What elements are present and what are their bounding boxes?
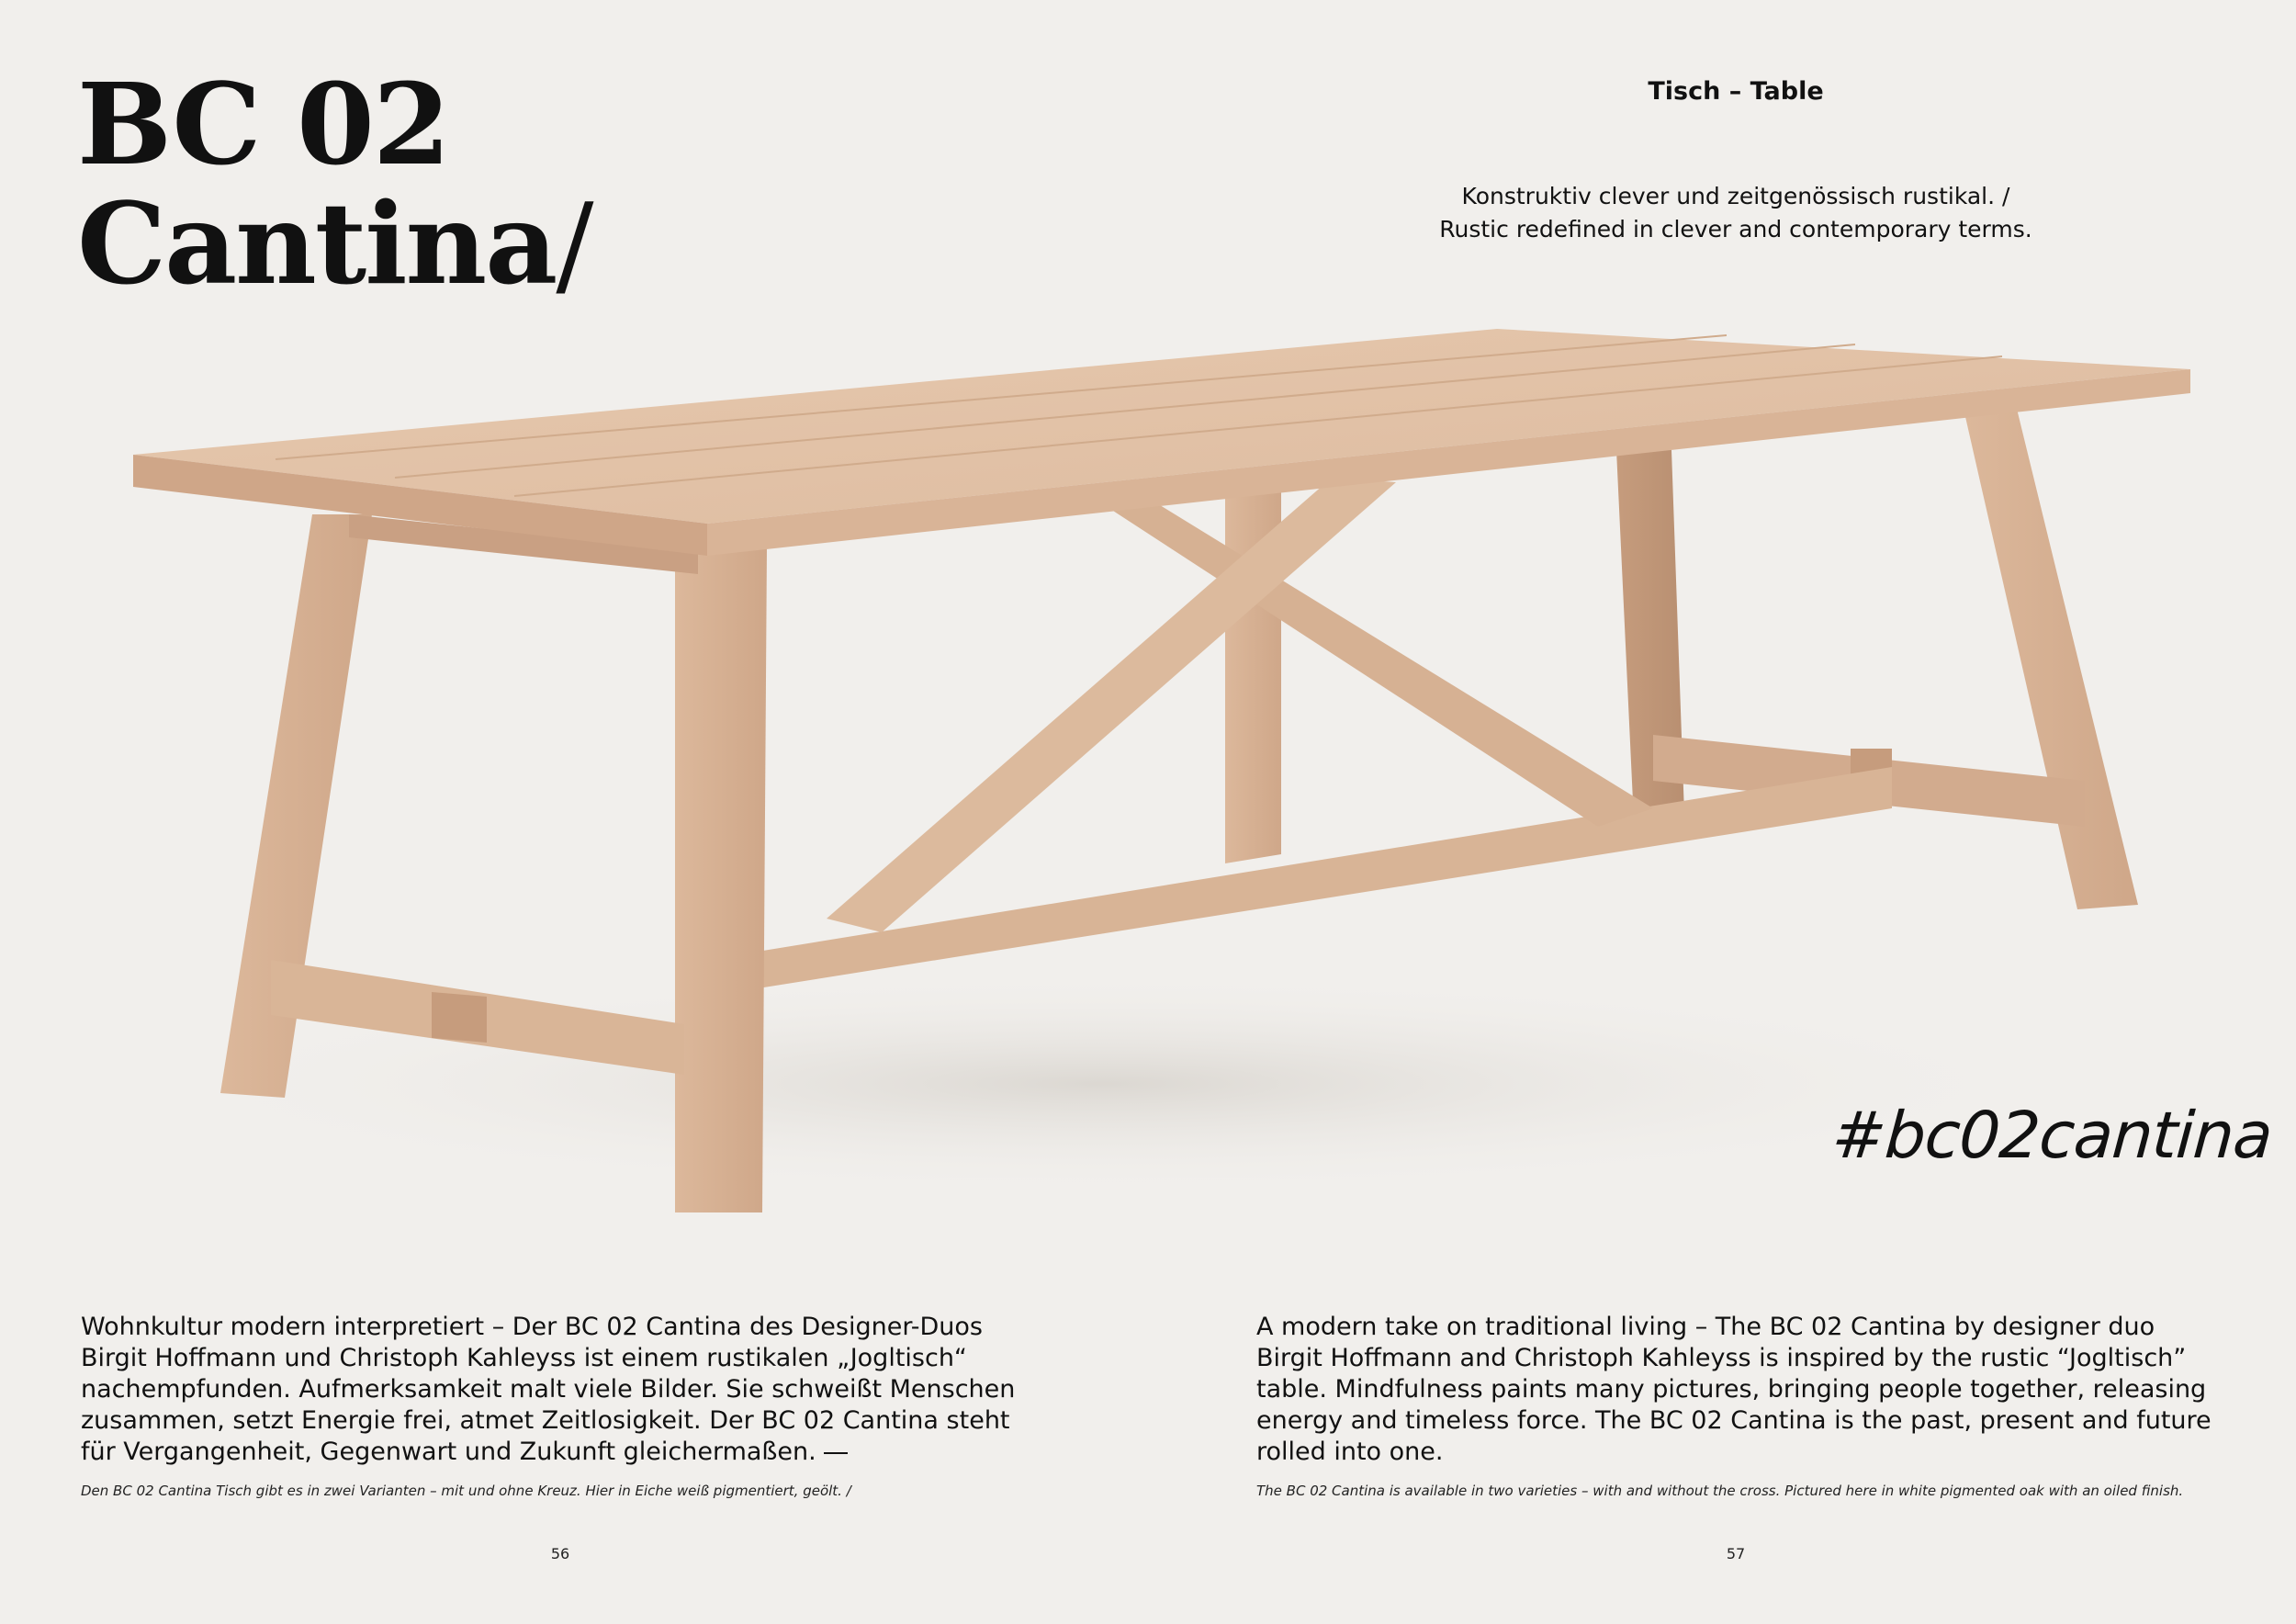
left-foot-block bbox=[432, 992, 487, 1043]
page-number-right: 57 bbox=[1726, 1545, 1746, 1562]
body-text-de bbox=[81, 1312, 1036, 1468]
body-text-en: A modern take on traditional living – The BC 02 Cantina by designer duo Birgit Hoffmann and Christoph Kahleyss is inspired by the rustic “Jogltisch” table. Mindfulness paints many pictures, bringing people together, releasing energy and timeless force. The BC 02 Cantina is the past, present and future rolled into one. bbox=[1256, 1313, 2212, 1466]
caption-en: The BC 02 Cantina is available in two varieties – with and without the cross. Pictured here in white pigmented oak with an oiled finish. bbox=[1256, 1483, 2184, 1499]
caption-de: Den BC 02 Cantina Tisch gibt es in zwei Varianten – mit und ohne Kreuz. Hier in Eiche weiß pigmentiert, geölt. / bbox=[81, 1483, 851, 1499]
page-number-left: 56 bbox=[550, 1545, 570, 1562]
front-left-leg bbox=[675, 547, 767, 1212]
hashtag-signature: #bc02cantina bbox=[1829, 1098, 2275, 1173]
tagline-de: Konstruktiv clever und zeitgenössisch rustikal. / bbox=[1461, 183, 2010, 209]
end-mark bbox=[824, 1452, 848, 1454]
product-name-line bbox=[77, 177, 592, 310]
product-name: Cantina bbox=[77, 177, 557, 310]
tagline bbox=[1378, 180, 2094, 246]
product-title bbox=[77, 58, 592, 310]
title-slash: / bbox=[556, 179, 592, 310]
front-right-leg bbox=[1964, 409, 2138, 909]
tagline-en: Rustic redefined in clever and contemporary terms. bbox=[1439, 216, 2032, 242]
body-de-text: Wohnkultur modern interpretiert – Der BC 02 Cantina des Designer-Duos Birgit Hoffmann und Christoph Kahleyss ist einem rustikalen „Jogltisch“ nachempfunden. Aufmerksamkeit malt viele Bilder. Sie schweißt Menschen zusammen, setzt Energie frei, atmet Zeitlosigkeit. Der BC 02 Cantina steht für Vergangenheit, Gegenwart und Zukunft gleichermaßen. bbox=[81, 1313, 1016, 1466]
product-model: BC 02 bbox=[77, 58, 449, 190]
product-category: Tisch – Table bbox=[1648, 77, 1824, 106]
